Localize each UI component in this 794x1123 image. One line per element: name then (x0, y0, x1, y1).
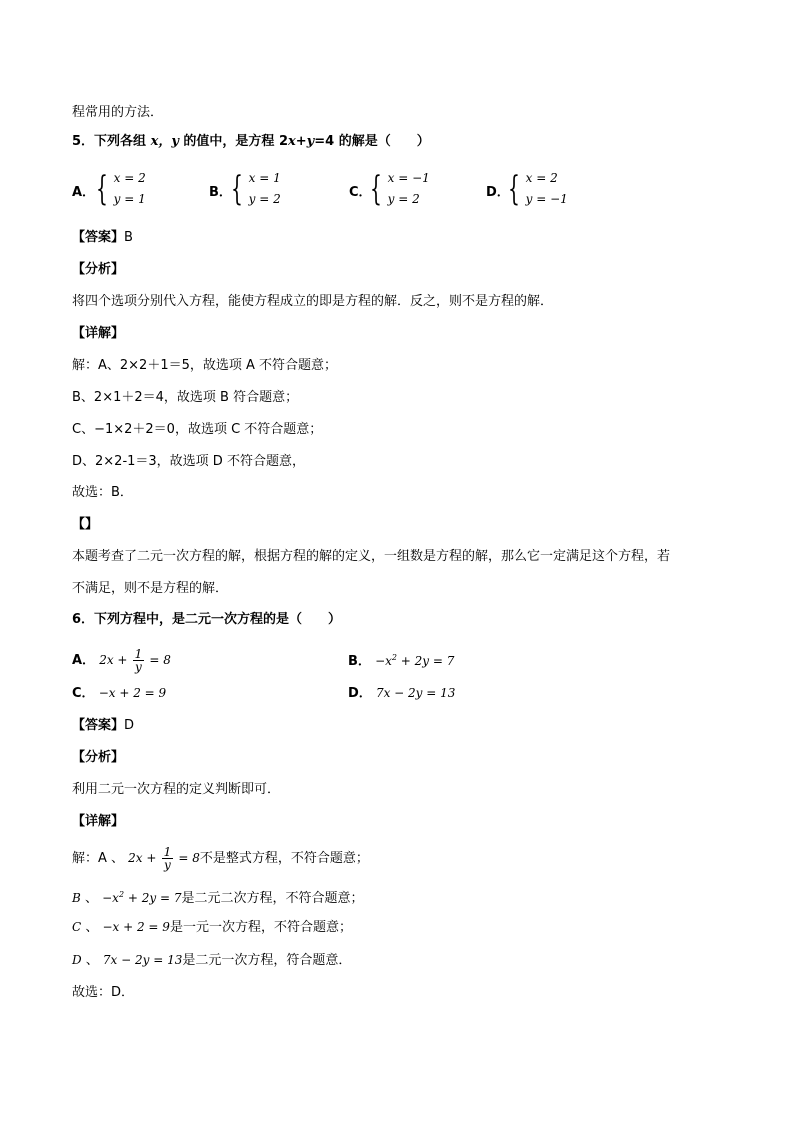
q6-detail-tag: 【详解】 (72, 814, 125, 829)
q6-detail-d-suffix: 是二元一次方程，符合题意． (182, 953, 352, 968)
q6-detail-d-sep: 、 (81, 953, 99, 968)
q6-option-a-pre: 2x + (99, 653, 128, 667)
expr-part: + 2y = 7 (396, 654, 455, 668)
q6-option-a-fraction (133, 648, 145, 673)
q6-option-b-label: B． (348, 654, 371, 669)
q6-option-b-expr (375, 654, 454, 668)
q6-option-d-expr: 7x − 2y = 13 (375, 686, 456, 700)
q5-question-y: y (306, 134, 315, 149)
q5-analysis-tag: 【分析】 (72, 262, 125, 277)
q6-detail-d-expr: 7x − 2y = 13 (102, 953, 183, 967)
q6-detail-a-pre: 2x + (128, 851, 157, 865)
q6-detail-c-suffix: 是一元一次方程，不符合题意； (169, 920, 352, 935)
q6-detail-c-label: C (72, 920, 82, 934)
q6-detail-c-sep: 、 (81, 920, 99, 935)
q6-analysis-text: 利用二元一次方程的定义判断即可． (72, 782, 281, 797)
q5-comment-line: 本题考查了二元一次方程的解，根据方程的解的定义，一组数是方程的解，那么它一定满足这个方程，若 (72, 549, 671, 564)
q6-detail-b-expr (102, 891, 181, 905)
brace-icon: { (508, 169, 520, 209)
fraction-denominator: y (164, 858, 171, 872)
expr-part: −x (102, 891, 119, 905)
q5-detail-line: B、2×1＋2＝4，故选项 B 符合题意； (72, 390, 299, 405)
fraction-numerator: 1 (134, 647, 143, 661)
expr-part: −x (375, 654, 392, 668)
q6-question: 6．下列方程中，是二元一次方程的是（ ） (72, 612, 342, 627)
brace-icon: { (231, 169, 243, 209)
q5-option-d-system (508, 168, 568, 210)
continuation-text: 程常用的方法． (72, 105, 164, 120)
q5-option-a-eq2: y = 1 (113, 192, 146, 206)
q6-detail-d-label: D (72, 953, 82, 967)
q5-option-d-eq2: y = −1 (525, 192, 568, 206)
q6-detail-c (72, 917, 352, 938)
q5-option-c-label: C． (349, 185, 372, 200)
q5-option-b-system (231, 168, 281, 210)
q5-answer (72, 228, 133, 248)
q6-detail-b-label: B (72, 891, 81, 905)
q6-option-b (348, 648, 454, 672)
q5-comment-line: 不满足，则不是方程的解． (72, 581, 229, 596)
q6-detail-d (72, 950, 351, 971)
q5-option-b-eq1: x = 1 (248, 171, 281, 185)
q5-question-mid: 的值中，是方程 2 (178, 134, 288, 149)
q5-detail-line: 故选：B． (72, 485, 133, 500)
fraction-numerator: 1 (163, 845, 172, 859)
q5-option-d-label: D． (486, 185, 510, 200)
expr-part: + 2y = 7 (124, 891, 182, 905)
brace-icon: { (370, 169, 382, 209)
q6-detail-c-expr: −x + 2 = 9 (102, 920, 170, 934)
q6-option-c-expr: −x + 2 = 9 (98, 686, 167, 700)
q5-option-d-eq1: x = 2 (525, 171, 558, 185)
q5-comment-tag: 【】 (72, 517, 99, 532)
q6-detail-a-prefix: 解：A 、 (72, 851, 125, 866)
q5-question-prefix: 5．下列各组 (72, 134, 151, 149)
q6-detail-b-suffix: 是二元二次方程，不符合题意； (181, 891, 364, 906)
brace-icon: { (96, 169, 108, 209)
q6-option-c-label: C． (72, 686, 95, 701)
q5-question (72, 132, 430, 152)
q5-option-b-label: B． (209, 185, 232, 200)
q6-option-a-label: A． (72, 653, 96, 668)
q6-option-c (72, 683, 166, 704)
q5-option-b-eq2: y = 2 (248, 192, 281, 206)
q6-option-d (348, 683, 455, 704)
q6-option-a-post: = 8 (149, 653, 171, 667)
q6-detail-a-fraction (162, 846, 174, 871)
q6-analysis-tag: 【分析】 (72, 750, 125, 765)
q5-answer-tag: 【答案】 (72, 230, 125, 245)
q6-detail-a-suffix: 不是整式方程，不符合题意； (199, 851, 369, 866)
q5-detail-line: D、2×2-1＝3，故选项 D 不符合题意， (72, 454, 305, 469)
q5-answer-value: B (124, 230, 133, 245)
q5-detail-line: 解：A、2×2＋1＝5，故选项 A 不符合题意； (72, 358, 338, 373)
q6-answer-tag: 【答案】 (72, 718, 125, 733)
q5-question-x: x (288, 134, 296, 149)
q5-detail-tag: 【详解】 (72, 326, 125, 341)
q5-option-c-eq2: y = 2 (387, 192, 420, 206)
q6-conclusion: 故选：D． (72, 985, 135, 1000)
q5-analysis-text: 将四个选项分别代入方程，能使方程成立的即是方程的解．反之，则不是方程的解． (72, 294, 554, 309)
q5-detail-line: C、−1×2＋2＝0，故选项 C 不符合题意； (72, 422, 323, 437)
q6-detail-b (72, 885, 363, 909)
q5-option-c-system (370, 168, 430, 210)
q5-question-suffix: =4 的解是（ ） (314, 134, 430, 149)
q5-question-plus: + (295, 134, 307, 149)
fraction-denominator: y (135, 660, 142, 674)
q5-option-c-eq1: x = −1 (387, 171, 430, 185)
expr-exponent: 2 (391, 653, 397, 662)
q6-detail-b-sep: 、 (80, 891, 98, 906)
q6-detail-a (72, 846, 369, 871)
expr-exponent: 2 (118, 890, 125, 899)
q5-option-a-eq1: x = 2 (113, 171, 146, 185)
q6-answer-value: D (124, 718, 135, 733)
q5-option-a-system (96, 168, 146, 210)
q6-option-a (72, 648, 171, 673)
q5-option-a-label: A． (72, 185, 96, 200)
q6-answer (72, 716, 134, 736)
q5-question-vars: x，y (150, 134, 179, 149)
q6-detail-a-post: = 8 (178, 851, 200, 865)
q6-option-d-label: D． (348, 686, 372, 701)
